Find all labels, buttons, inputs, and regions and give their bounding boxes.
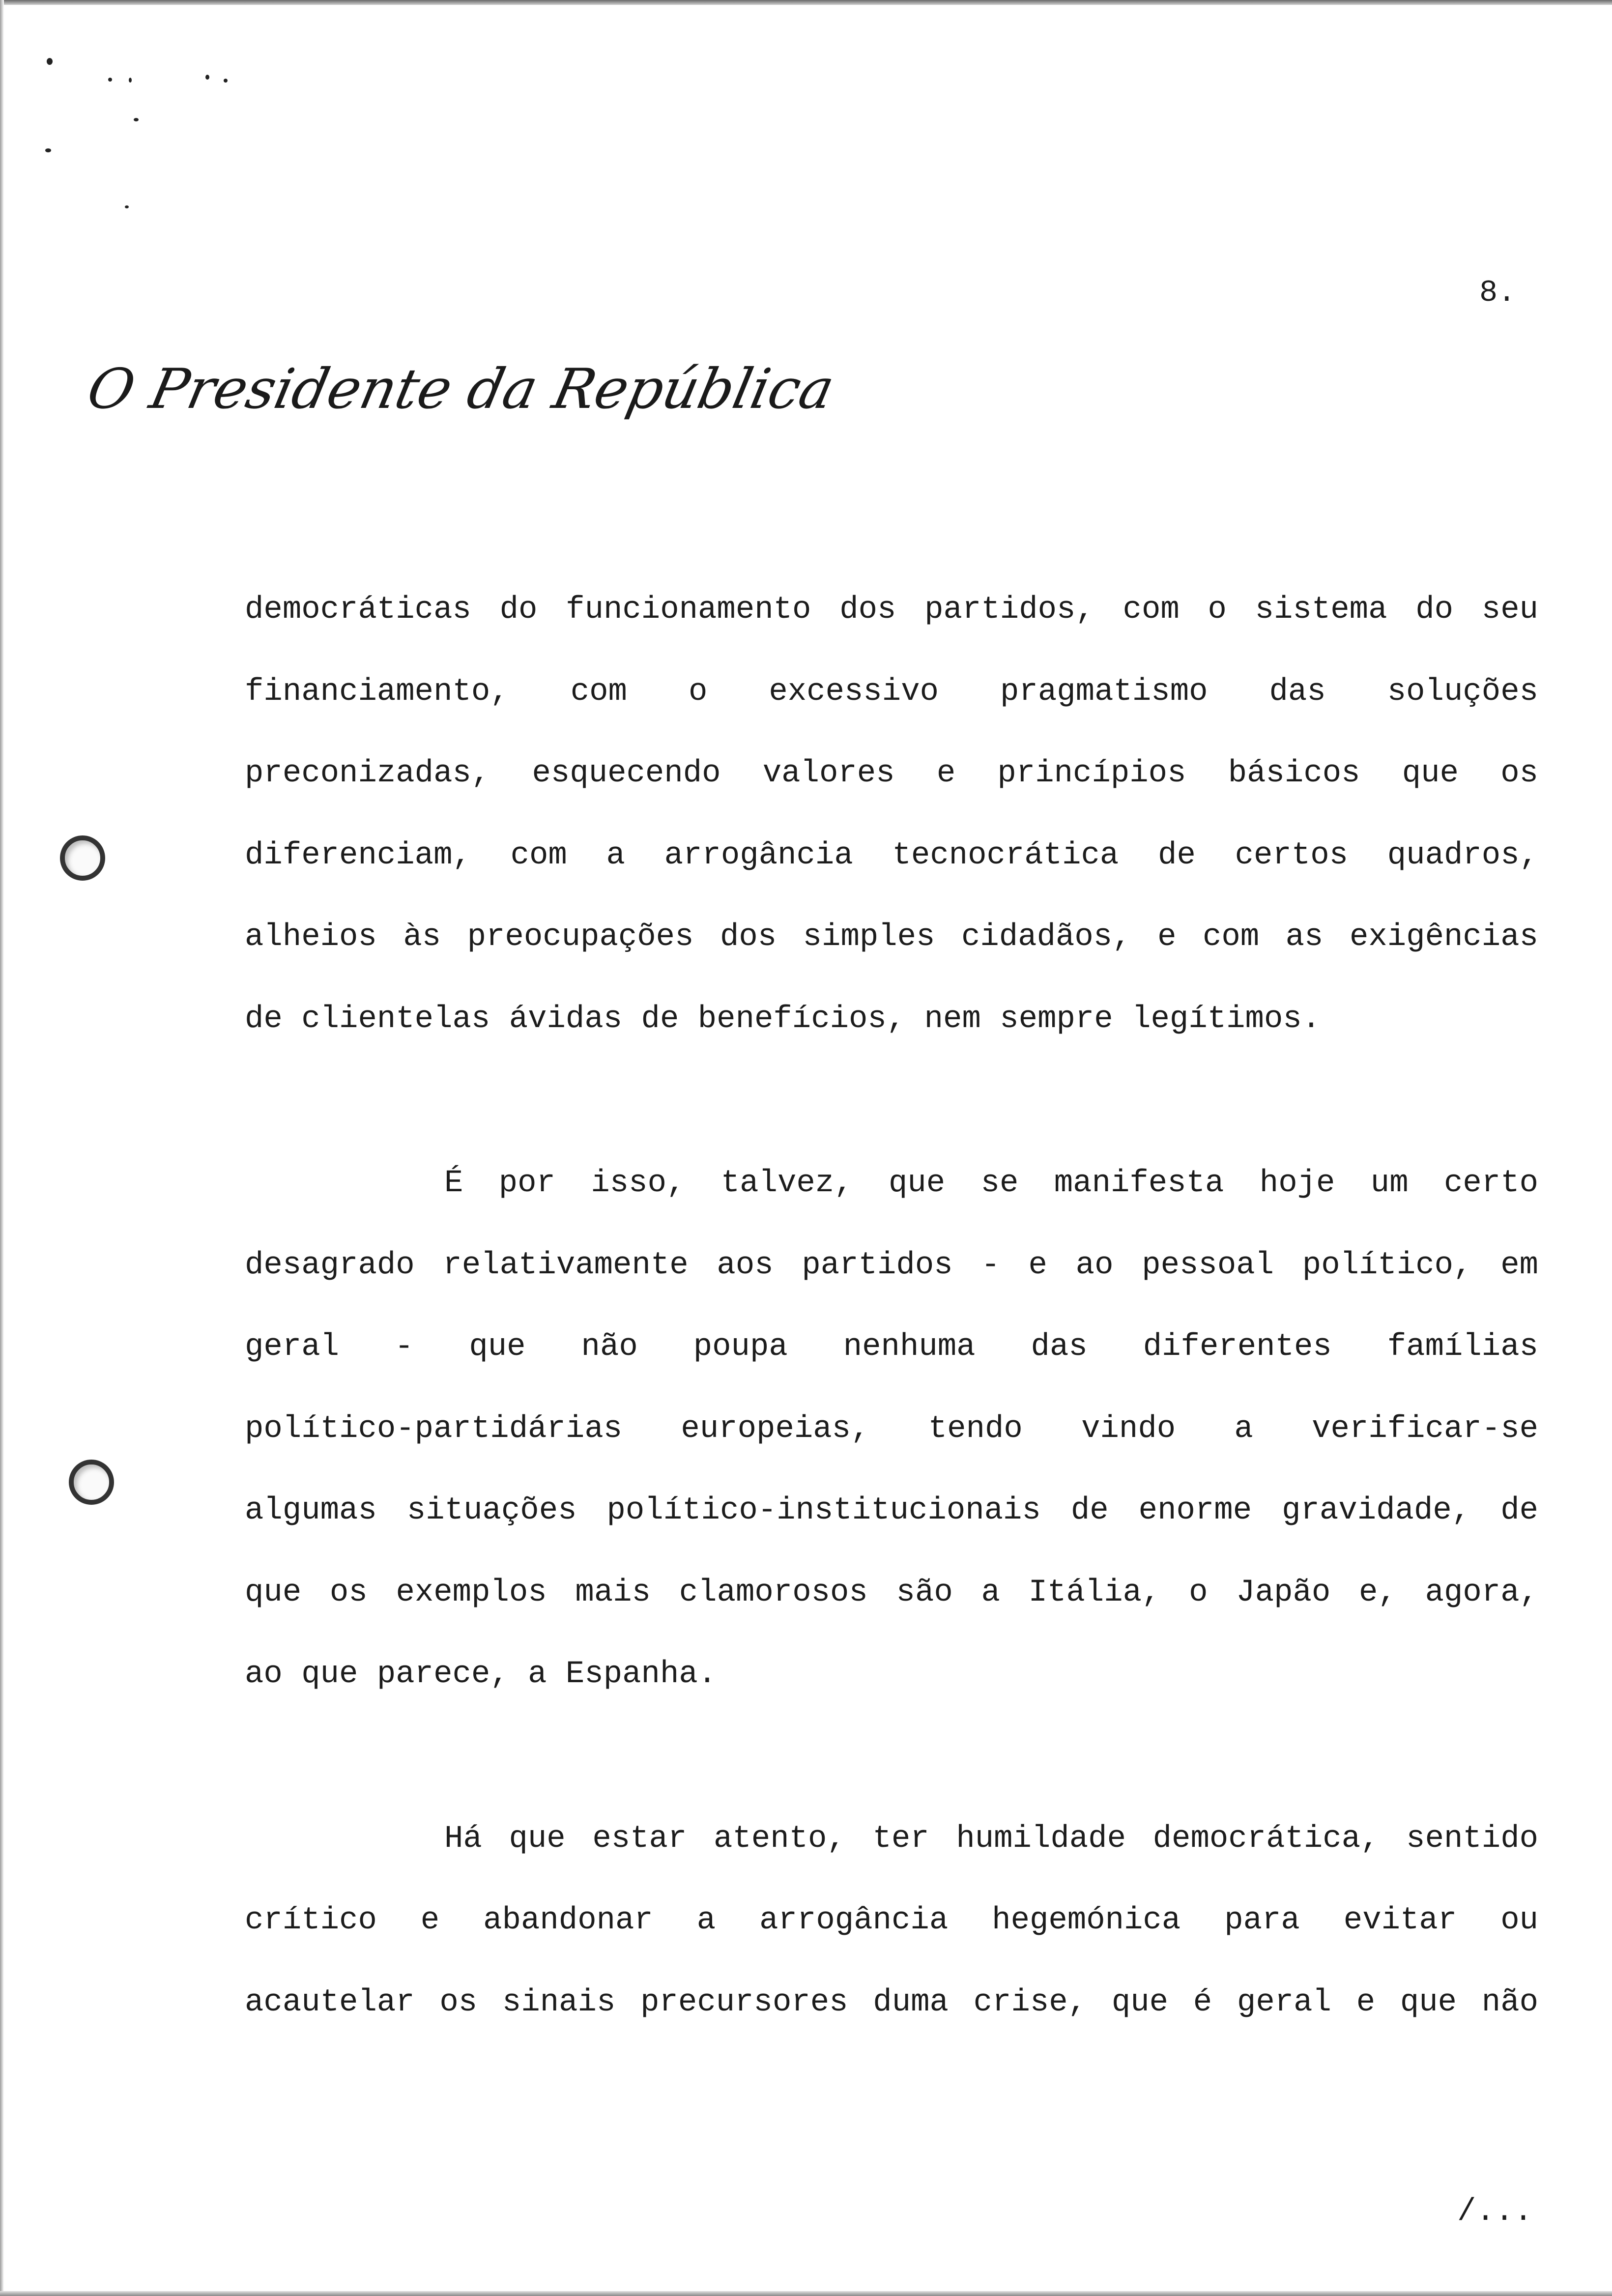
- text-line: algumas situações político-institucionais de enorme gravidade, de: [245, 1493, 1538, 1528]
- scan-speck: [224, 79, 228, 83]
- scan-speck: [47, 58, 53, 65]
- text-line: ao que parece, a Espanha.: [245, 1657, 717, 1692]
- scan-top-edge: [0, 0, 1612, 5]
- scan-left-edge: [0, 0, 4, 2296]
- text-line: É por isso, talvez, que se manifesta hoje um certo: [444, 1166, 1538, 1201]
- text-line: crítico e abandonar a arrogância hegemónica para evitar ou: [245, 1903, 1538, 1938]
- scan-speck: [129, 78, 132, 83]
- punch-hole-upper: [60, 835, 105, 881]
- scan-bottom-edge: [0, 2291, 1612, 2296]
- scan-speck: [108, 78, 112, 82]
- text-line: diferenciam, com a arrogância tecnocrática de certos quadros,: [245, 837, 1538, 873]
- text-line: geral - que não poupa nenhuma das diferentes famílias: [245, 1329, 1538, 1365]
- paragraph-2: [245, 1143, 1538, 1716]
- scan-speck: [45, 148, 51, 152]
- text-line: financiamento, com o excessivo pragmatismo das soluções: [245, 674, 1538, 710]
- page-number: 8.: [1479, 275, 1516, 310]
- body-text: [245, 569, 1538, 2043]
- continuation-mark: /...: [1457, 2194, 1533, 2230]
- paragraph-gap: [245, 1060, 1538, 1143]
- text-line: Há que estar atento, ter humildade democrática, sentido: [444, 1821, 1538, 1857]
- text-line: preconizadas, esquecendo valores e princípios básicos que os: [245, 756, 1538, 791]
- text-line: desagrado relativamente aos partidos - e ao pessoal político, em: [245, 1247, 1538, 1283]
- letterhead: [82, 344, 840, 437]
- scan-speck: [134, 118, 139, 121]
- paragraph-gap: [245, 1716, 1538, 1798]
- paragraph-1: [245, 569, 1538, 1060]
- text-line: acautelar os sinais precursores duma crise, que é geral e que não: [245, 1984, 1538, 2020]
- text-line: que os exemplos mais clamorosos são a Itália, o Japão e, agora,: [245, 1575, 1538, 1610]
- svg-text:O Presidente da República: O Presidente da República: [82, 357, 840, 421]
- text-line: alheios às preocupações dos simples cidadãos, e com as exigências: [245, 919, 1538, 955]
- scan-speck: [125, 205, 129, 208]
- letterhead-script: [82, 344, 840, 437]
- text-line: político-partidárias europeias, tendo vindo a verificar-se: [245, 1411, 1538, 1447]
- punch-hole-lower: [69, 1460, 114, 1505]
- paragraph-3: [245, 1798, 1538, 2044]
- text-line: de clientelas ávidas de benefícios, nem sempre legítimos.: [245, 1001, 1321, 1037]
- text-line: democráticas do funcionamento dos partidos, com o sistema do seu: [245, 592, 1538, 628]
- scan-speck: [205, 75, 209, 80]
